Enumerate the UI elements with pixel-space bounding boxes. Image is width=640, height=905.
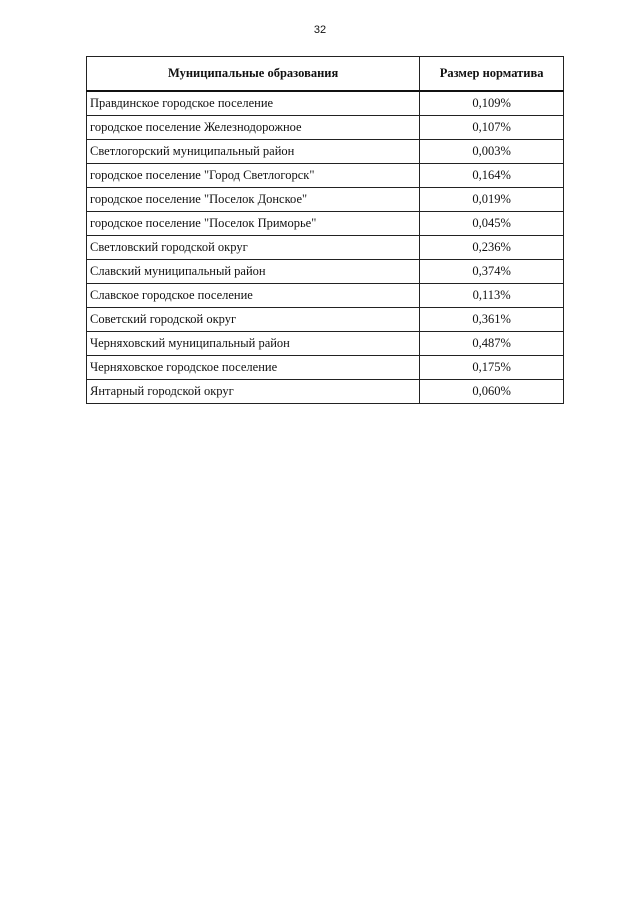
table-row: [87, 380, 564, 404]
table-row: [87, 332, 564, 356]
table-row: [87, 164, 564, 188]
table-body: [87, 91, 564, 404]
row-name: городское поселение Железнодорожное: [87, 116, 420, 140]
table-row: [87, 212, 564, 236]
table-header: [87, 57, 564, 92]
header-municipalities: Муниципальные образования: [87, 57, 420, 92]
table-row: [87, 308, 564, 332]
table-row: [87, 140, 564, 164]
table-row: [87, 284, 564, 308]
row-name: Славское городское поселение: [87, 284, 420, 308]
row-name: Славский муниципальный район: [87, 260, 420, 284]
row-value: 0,236%: [420, 236, 564, 260]
table-header-row: [87, 57, 564, 92]
row-value: 0,374%: [420, 260, 564, 284]
row-name: Черняховское городское поселение: [87, 356, 420, 380]
page-number: 32: [313, 24, 327, 36]
row-name: Светлогорский муниципальный район: [87, 140, 420, 164]
table-row: [87, 260, 564, 284]
table-row: [87, 91, 564, 116]
row-value: 0,019%: [420, 188, 564, 212]
row-name: Черняховский муниципальный район: [87, 332, 420, 356]
header-norm-size: Размер норматива: [420, 57, 564, 92]
table-row: [87, 116, 564, 140]
row-name: городское поселение "Поселок Приморье": [87, 212, 420, 236]
table-row: [87, 188, 564, 212]
row-name: Янтарный городской округ: [87, 380, 420, 404]
row-value: 0,109%: [420, 91, 564, 116]
row-value: 0,045%: [420, 212, 564, 236]
table-row: [87, 236, 564, 260]
row-value: 0,487%: [420, 332, 564, 356]
row-value: 0,175%: [420, 356, 564, 380]
row-name: Советский городской округ: [87, 308, 420, 332]
row-name: Светловский городской округ: [87, 236, 420, 260]
row-value: 0,003%: [420, 140, 564, 164]
row-value: 0,361%: [420, 308, 564, 332]
row-value: 0,060%: [420, 380, 564, 404]
table-row: [87, 356, 564, 380]
row-value: 0,113%: [420, 284, 564, 308]
row-value: 0,107%: [420, 116, 564, 140]
row-name: Правдинское городское поселение: [87, 91, 420, 116]
row-name: городское поселение "Поселок Донское": [87, 188, 420, 212]
norms-table: [86, 56, 564, 404]
row-value: 0,164%: [420, 164, 564, 188]
row-name: городское поселение "Город Светлогорск": [87, 164, 420, 188]
